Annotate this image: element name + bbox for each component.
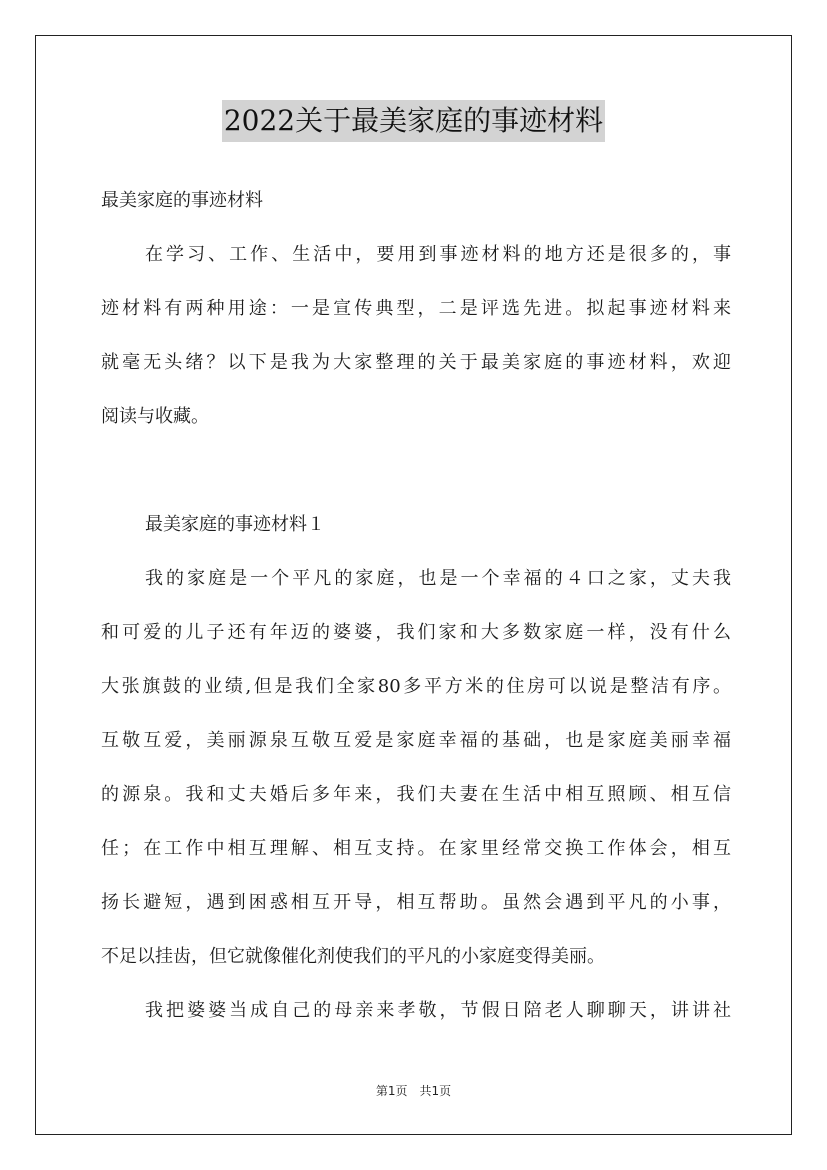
page-number: 第1页 [375,1084,408,1098]
paragraph-2 [101,984,731,1038]
text-line: 扬长避短，遇到困惑相互开导，相互帮助。虽然会遇到平凡的小事， [101,892,731,913]
intro-paragraph [101,228,731,444]
text-line: 迹材料有两种用途：一是宣传典型，二是评选先进。拟起事迹材料来 [101,298,731,319]
text-line: 的源泉。我和丈夫婚后多年来，我们夫妻在生活中相互照顾、相互信 [101,784,731,805]
text-line: 就毫无头绪？以下是我为大家整理的关于最美家庭的事迹材料，欢迎 [101,352,731,373]
document-title: 2022关于最美家庭的事迹材料 [222,100,605,142]
document-body [101,174,731,1038]
section-heading: 最美家庭的事迹材料１ [145,514,325,535]
text-line: 大张旗鼓的业绩,但是我们全家80多平方米的住房可以说是整洁有序。 [101,676,731,697]
text-line: 任；在工作中相互理解、相互支持。在家里经常交换工作体会，相互 [101,838,731,859]
text-line: 阅读与收藏。 [101,406,209,427]
text-line: 我把婆婆当成自己的母亲来孝敬，节假日陪老人聊聊天，讲讲社 [145,1000,731,1021]
text-line: 和可爱的儿子还有年迈的婆婆，我们家和大多数家庭一样，没有什么 [101,622,731,643]
text-line: 不足以挂齿，但它就像催化剂使我们的平凡的小家庭变得美丽。 [101,946,605,967]
spacer [101,444,731,498]
text-line: 互敬互爱，美丽源泉互敬互爱是家庭幸福的基础，也是家庭美丽幸福 [101,730,731,751]
paragraph-1 [101,552,731,984]
text-line: 我的家庭是一个平凡的家庭，也是一个幸福的４口之家，丈夫我 [145,568,731,589]
text-line: 在学习、工作、生活中，要用到事迹材料的地方还是很多的，事 [145,244,731,265]
title-container [0,100,827,142]
page-total: 共1页 [419,1084,452,1098]
subtitle: 最美家庭的事迹材料 [101,190,263,211]
page-footer [0,1082,827,1099]
